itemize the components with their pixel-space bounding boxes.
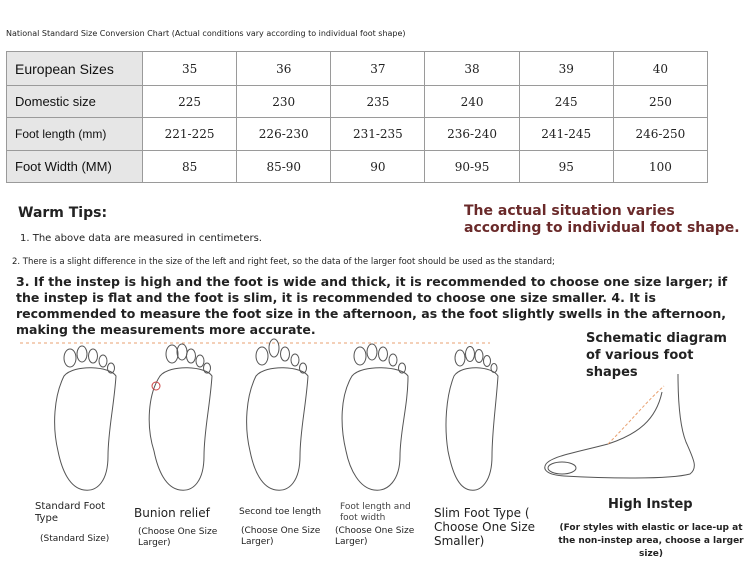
tip-1: 1. The above data are measured in centimeters. <box>20 233 262 244</box>
foot-icon-second-toe <box>247 339 308 490</box>
high-instep-title: High Instep <box>608 497 693 512</box>
table-cell: 36 <box>237 52 331 86</box>
foot-caption-length-width: Foot length and foot width <box>340 502 411 523</box>
table-cell: 37 <box>331 52 425 86</box>
table-cell: 236-240 <box>425 118 519 151</box>
row-label: Foot length (mm) <box>7 118 143 151</box>
table-row <box>7 151 708 183</box>
foot-caption-standard: Standard Foot Type <box>35 501 106 524</box>
table-cell: 240 <box>425 86 519 118</box>
foot-icon-bunion <box>149 344 212 490</box>
high-instep-note: (For styles with elastic or lace-up at the non-instep area, choose a larger size) <box>558 523 744 559</box>
row-label: Foot Width (MM) <box>7 151 143 183</box>
table-cell: 90-95 <box>425 151 519 183</box>
schematic-title: Schematic diagram of various foot shapes <box>586 331 727 380</box>
table-cell: 38 <box>425 52 519 86</box>
foot-note-length-width: (Choose One Size Larger) <box>335 526 415 547</box>
chart-title: National Standard Size Conversion Chart (Actual conditions vary according to individual foot shape) <box>6 29 406 38</box>
tip-3: 3. If the instep is high and the foot is wide and thick, it is recommended to choose one size larger; if the instep is flat and the foot is slim, it is recommended to choose one size smaller. 4. It is recommended to measure the foot size in the afternoon, as the foot slightly swells in the afternoon, making the measurements more accurate. <box>16 274 728 337</box>
size-conversion-table <box>6 51 708 183</box>
table-cell: 235 <box>331 86 425 118</box>
table-cell: 225 <box>143 86 237 118</box>
row-label: Domestic size <box>7 86 143 118</box>
row-label: European Sizes <box>7 52 143 86</box>
table-cell: 35 <box>143 52 237 86</box>
tip-2: 2. There is a slight difference in the size of the left and right feet, so the data of the larger foot should be used as the standard; <box>12 257 555 267</box>
table-cell: 39 <box>519 52 613 86</box>
table-cell: 226-230 <box>237 118 331 151</box>
high-instep-illustration <box>538 372 738 484</box>
table-cell: 246-250 <box>613 118 707 151</box>
table-cell: 85 <box>143 151 237 183</box>
table-cell: 245 <box>519 86 613 118</box>
foot-outlines <box>0 336 560 496</box>
table-cell: 241-245 <box>519 118 613 151</box>
foot-note-standard: (Standard Size) <box>40 534 110 544</box>
foot-shape-highlight: The actual situation varies according to individual foot shape. <box>464 203 740 236</box>
foot-caption-second-toe: Second toe length <box>239 507 322 517</box>
table-row <box>7 118 708 151</box>
foot-note-bunion: (Choose One Size Larger) <box>138 527 218 548</box>
foot-icon-standard <box>55 346 116 490</box>
table-cell: 100 <box>613 151 707 183</box>
table-cell: 90 <box>331 151 425 183</box>
table-cell: 231-235 <box>331 118 425 151</box>
foot-note-second-toe: (Choose One Size Larger) <box>241 526 321 547</box>
table-cell: 85-90 <box>237 151 331 183</box>
table-cell: 221-225 <box>143 118 237 151</box>
foot-icon-length-width <box>342 344 408 490</box>
table-row <box>7 86 708 118</box>
table-cell: 230 <box>237 86 331 118</box>
foot-caption-slim: Slim Foot Type ( Choose One Size Smaller) <box>434 506 535 548</box>
warm-tips-title: Warm Tips: <box>18 205 108 221</box>
foot-caption-bunion: Bunion relief <box>134 506 210 520</box>
table-row <box>7 52 708 86</box>
foot-icon-slim <box>446 347 498 491</box>
table-cell: 95 <box>519 151 613 183</box>
table-cell: 250 <box>613 86 707 118</box>
table-cell: 40 <box>613 52 707 86</box>
